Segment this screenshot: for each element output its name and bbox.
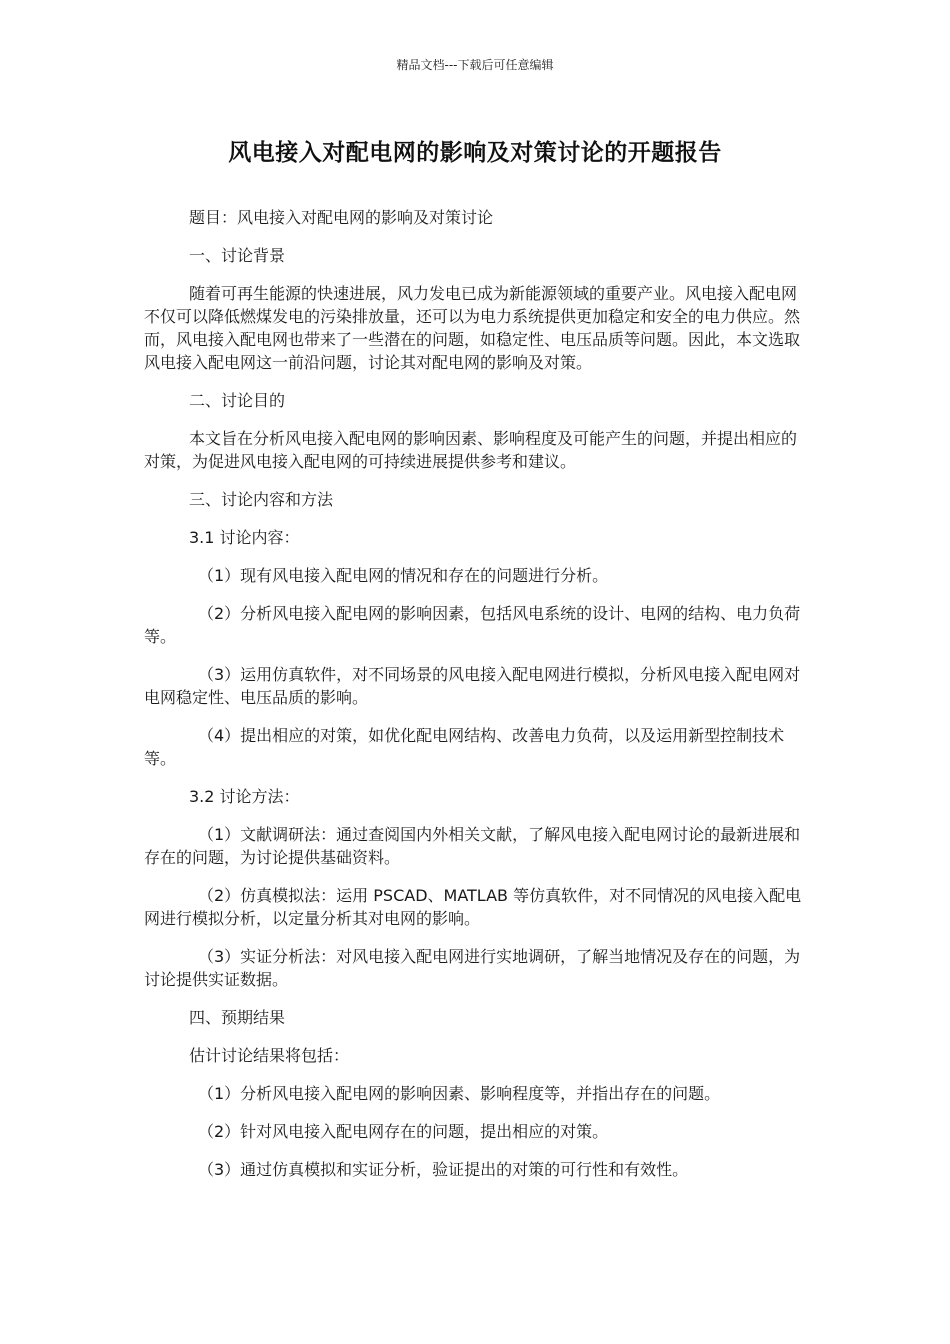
result-item-3: （3）通过仿真模拟和实证分析，验证提出的对策的可行性和有效性。 bbox=[198, 1160, 689, 1179]
method-item-3: （3）实证分析法：对风电接入配电网进行实地调研，了解当地情况及存在的问题，为讨论提供实证数据。 bbox=[144, 947, 801, 989]
page-header: 精品文档---下载后可任意编辑 bbox=[396, 58, 554, 72]
method-item-1: （1）文献调研法：通过查阅国内外相关文献，了解风电接入配电网讨论的最新进展和存在的问题，为讨论提供基础资料。 bbox=[144, 825, 801, 867]
result-item-2: （2）针对风电接入配电网存在的问题，提出相应的对策。 bbox=[198, 1122, 609, 1141]
result-item-1: （1）分析风电接入配电网的影响因素、影响程度等，并指出存在的问题。 bbox=[198, 1084, 721, 1103]
section-heading-purpose: 二、讨论目的 bbox=[189, 391, 286, 410]
method-item-2: （2）仿真模拟法：运用 PSCAD、MATLAB 等仿真软件，对不同情况的风电接入配电网进行模拟分析，以定量分析其对电网的影响。 bbox=[144, 886, 802, 928]
content-item-4: （4）提出相应的对策，如优化配电网结构、改善电力负荷，以及运用新型控制技术等。 bbox=[144, 726, 785, 768]
section-heading-expected-results: 四、预期结果 bbox=[189, 1008, 286, 1027]
subsection-heading-content: 3.1 讨论内容： bbox=[189, 528, 300, 547]
document-body bbox=[144, 206, 806, 1196]
background-paragraph: 随着可再生能源的快速进展，风力发电已成为新能源领域的重要产业。风电接入配电网不仅可以降低燃煤发电的污染排放量，还可以为电力系统提供更加稳定和安全的电力供应。然而，风电接入配电网也带来了一些潜在的问题，如稳定性、电压品质等问题。因此，本文选取风电接入配电网这一前沿问题，讨论其对配电网的影响及对策。 bbox=[144, 284, 801, 372]
expected-results-intro: 估计讨论结果将包括： bbox=[189, 1046, 350, 1065]
content-item-1: （1）现有风电接入配电网的情况和存在的问题进行分析。 bbox=[198, 566, 609, 585]
purpose-paragraph: 本文旨在分析风电接入配电网的影响因素、影响程度及可能产生的问题，并提出相应的对策，为促进风电接入配电网的可持续进展提供参考和建议。 bbox=[144, 429, 798, 471]
content-item-2: （2）分析风电接入配电网的影响因素，包括风电系统的设计、电网的结构、电力负荷等。 bbox=[144, 604, 801, 646]
content-item-3: （3）运用仿真软件，对不同场景的风电接入配电网进行模拟，分析风电接入配电网对电网稳定性、电压品质的影响。 bbox=[144, 665, 801, 707]
topic-line: 题目：风电接入对配电网的影响及对策讨论 bbox=[189, 208, 494, 227]
subsection-heading-methods: 3.2 讨论方法： bbox=[189, 787, 300, 806]
document-title: 风电接入对配电网的影响及对策讨论的开题报告 bbox=[228, 140, 722, 166]
section-heading-background: 一、讨论背景 bbox=[189, 246, 286, 265]
section-heading-content-methods: 三、讨论内容和方法 bbox=[189, 490, 334, 509]
